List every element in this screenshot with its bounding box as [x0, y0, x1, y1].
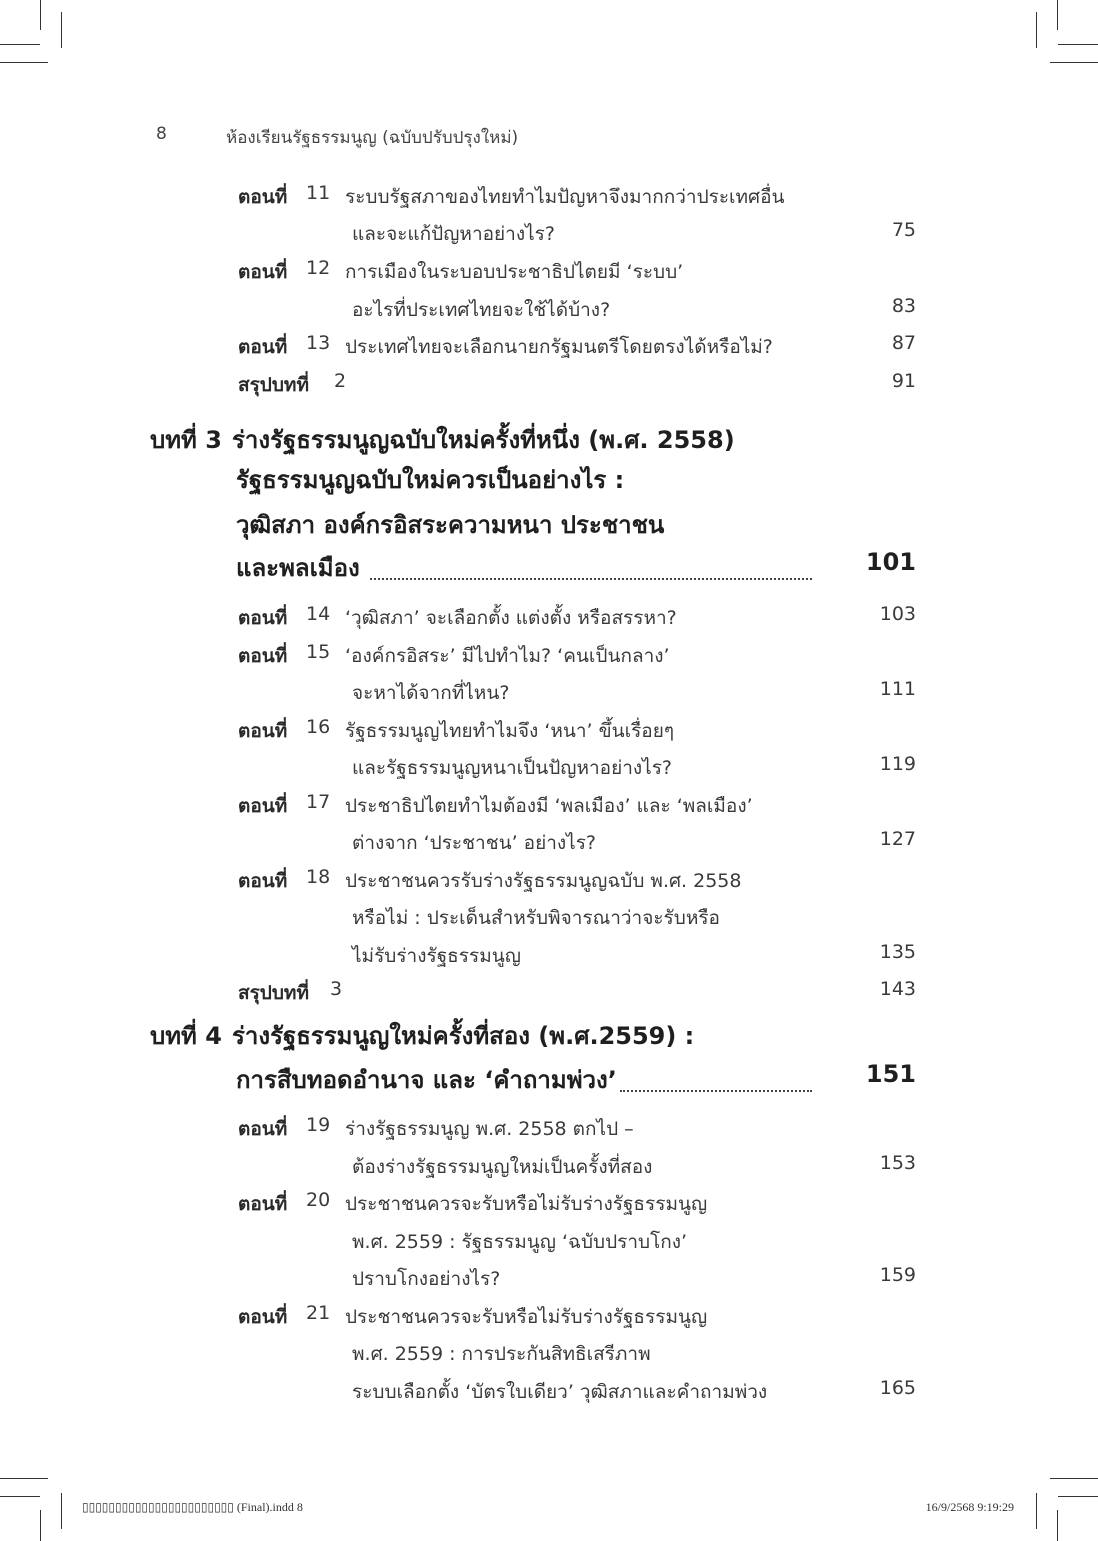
toc-entry-continued — [0, 903, 1098, 939]
entry-number: 18 — [306, 866, 331, 888]
entry-number: 12 — [306, 257, 331, 279]
toc-entry — [0, 1114, 1098, 1150]
chapter-heading — [0, 1016, 1098, 1056]
toc-entry-continued — [0, 1377, 1098, 1413]
chapter-title: และพลเมือง — [236, 554, 360, 582]
chapter-heading — [0, 420, 1098, 460]
entry-page: 143 — [879, 978, 916, 1000]
chapter-title: ร่างรัฐธรรมนูญฉบับใหม่ครั้งที่หนึ่ง (พ.ศ. 2558) — [232, 426, 735, 454]
crop-mark — [1058, 1496, 1098, 1497]
toc-entry — [0, 182, 1098, 218]
entry-title: พ.ศ. 2559 : การประกันสิทธิเสรีภาพ — [352, 1343, 651, 1365]
entry-page: 103 — [879, 603, 916, 625]
entry-label: ตอนที่ — [238, 1306, 288, 1328]
entry-title: ต้องร่างรัฐธรรมนูญใหม่เป็นครั้งที่สอง — [352, 1156, 653, 1178]
toc-entry — [0, 866, 1098, 902]
entry-title: ประเทศไทยจะเลือกนายกรัฐมนตรีโดยตรงได้หรือไม่? — [345, 336, 773, 358]
entry-page: 153 — [879, 1152, 916, 1174]
entry-number: 21 — [306, 1302, 331, 1324]
entry-title: ระบบเลือกตั้ง ‘บัตรใบเดียว’ วุฒิสภาและคำถามพ่วง — [352, 1381, 768, 1403]
running-header — [0, 124, 1098, 148]
entry-label: ตอนที่ — [238, 870, 288, 892]
entry-number: 11 — [306, 182, 331, 204]
entry-number: 14 — [306, 603, 331, 625]
entry-label: ตอนที่ — [238, 1193, 288, 1215]
toc-entry — [0, 332, 1098, 368]
toc-entry — [0, 257, 1098, 293]
page-number: 8 — [156, 124, 167, 144]
entry-title: จะหาได้จากที่ไหน? — [352, 682, 510, 704]
chapter-title: วุฒิสภา องค์กรอิสระความหนา ประชาชน — [236, 511, 665, 539]
chapter-heading-continued — [0, 548, 1098, 588]
entry-title: ประชาชนควรจะรับหรือไม่รับร่างรัฐธรรมนูญ — [345, 1306, 708, 1328]
toc-summary — [0, 370, 1098, 406]
crop-mark — [1050, 1478, 1098, 1479]
toc-entry — [0, 716, 1098, 752]
entry-title: ประชาธิปไตยทำไมต้องมี ‘พลเมือง’ และ ‘พลเมือง’ — [345, 795, 753, 817]
toc-entry-continued — [0, 1227, 1098, 1263]
entry-number: 15 — [306, 641, 331, 663]
toc-entry — [0, 1189, 1098, 1225]
toc-entry — [0, 641, 1098, 677]
toc-entry — [0, 791, 1098, 827]
entry-page: 127 — [879, 828, 916, 850]
crop-mark — [0, 1496, 40, 1497]
entry-title: ระบบรัฐสภาของไทยทำไมปัญหาจึงมากกว่าประเทศอื่น — [345, 186, 785, 208]
entry-title: หรือไม่ : ประเด็นสำหรับพิจารณาว่าจะรับหรือ — [352, 907, 720, 929]
crop-mark — [1036, 12, 1037, 48]
chapter-page: 151 — [865, 1060, 916, 1088]
entry-number: 16 — [306, 716, 331, 738]
crop-mark — [1050, 62, 1098, 63]
entry-title: ไม่รับร่างรัฐธรรมนูญ — [352, 945, 521, 967]
chapter-heading-continued — [0, 460, 1098, 500]
entry-number: 17 — [306, 791, 331, 813]
summary-label: สรุปบทที่ — [238, 374, 309, 396]
entry-page: 91 — [891, 370, 916, 392]
crop-mark — [1057, 0, 1058, 30]
entry-page: 159 — [879, 1264, 916, 1286]
entry-title: และจะแก้ปัญหาอย่างไร? — [352, 223, 555, 245]
entry-title: ประชาชนควรจะรับหรือไม่รับร่างรัฐธรรมนูญ — [345, 1193, 708, 1215]
entry-title: และรัฐธรรมนูญหนาเป็นปัญหาอย่างไร? — [352, 757, 672, 779]
crop-mark — [40, 1510, 41, 1541]
crop-mark — [1058, 44, 1098, 45]
summary-label: สรุปบทที่ — [238, 982, 309, 1004]
dot-leader — [620, 1090, 812, 1092]
entry-label: ตอนที่ — [238, 645, 288, 667]
chapter-title: ร่างรัฐธรรมนูญใหม่ครั้งที่สอง (พ.ศ.2559) : — [232, 1022, 695, 1050]
crop-mark — [40, 0, 41, 30]
toc-entry-continued — [0, 941, 1098, 977]
crop-mark — [0, 44, 40, 45]
entry-title: ‘องค์กรอิสระ’ มีไปทำไม? ‘คนเป็นกลาง’ — [345, 645, 670, 667]
entry-label: ตอนที่ — [238, 1118, 288, 1140]
crop-mark — [1057, 1510, 1058, 1541]
chapter-label: บทที่ 4 — [150, 1022, 222, 1050]
entry-label: ตอนที่ — [238, 607, 288, 629]
toc-entry-continued — [0, 295, 1098, 331]
crop-mark — [0, 1478, 48, 1479]
entry-title: รัฐธรรมนูญไทยทำไมจึง ‘หนา’ ขึ้นเรื่อยๆ — [345, 720, 675, 742]
entry-page: 87 — [891, 332, 916, 354]
entry-page: 75 — [891, 219, 916, 241]
toc-entry-continued — [0, 678, 1098, 714]
chapter-heading-continued — [0, 505, 1098, 545]
entry-title: การเมืองในระบอบประชาธิปไตยมี ‘ระบบ’ — [345, 261, 684, 283]
entry-page: 135 — [879, 941, 916, 963]
entry-title: ‘วุฒิสภา’ จะเลือกตั้ง แต่งตั้ง หรือสรรหา? — [345, 607, 677, 629]
crop-mark — [61, 1493, 62, 1529]
toc-entry-continued — [0, 1339, 1098, 1375]
toc-entry — [0, 603, 1098, 639]
entry-page: 111 — [879, 678, 916, 700]
entry-number: 13 — [306, 332, 331, 354]
entry-number: 20 — [306, 1189, 331, 1211]
entry-label: ตอนที่ — [238, 720, 288, 742]
toc-entry-continued — [0, 219, 1098, 255]
crop-mark — [0, 62, 48, 63]
entry-title: พ.ศ. 2559 : รัฐธรรมนูญ ‘ฉบับปราบโกง’ — [352, 1231, 688, 1253]
toc-entry-continued — [0, 828, 1098, 864]
chapter-label: บทที่ 3 — [150, 426, 222, 454]
chapter-heading-continued — [0, 1060, 1098, 1100]
book-title: ห้องเรียนรัฐธรรมนูญ (ฉบับปรับปรุงใหม่) — [226, 128, 519, 148]
entry-page: 165 — [879, 1377, 916, 1399]
entry-page: 83 — [891, 295, 916, 317]
chapter-page: 101 — [865, 548, 916, 576]
entry-title: อะไรที่ประเทศไทยจะใช้ได้บ้าง? — [352, 299, 611, 321]
entry-label: ตอนที่ — [238, 795, 288, 817]
entry-number: 19 — [306, 1114, 331, 1136]
slug-filename: ▯▯▯▯▯▯▯▯▯▯▯▯▯▯▯▯▯▯▯▯▯▯▯ (Final).indd 8 — [82, 1500, 303, 1514]
crop-mark — [1036, 1493, 1037, 1529]
crop-mark — [61, 12, 62, 48]
toc-entry — [0, 1302, 1098, 1338]
chapter-title: การสืบทอดอำนาจ และ ‘คำถามพ่วง’ — [236, 1066, 617, 1094]
toc-entry-continued — [0, 1152, 1098, 1188]
entry-title: ปราบโกงอย่างไร? — [352, 1268, 501, 1290]
slug-timestamp: 16/9/2568 9:19:29 — [925, 1500, 1014, 1514]
entry-title: ต่างจาก ‘ประชาชน’ อย่างไร? — [352, 832, 597, 854]
dot-leader — [370, 578, 812, 580]
toc-entry-continued — [0, 753, 1098, 789]
summary-number: 3 — [330, 978, 343, 1000]
chapter-title: รัฐธรรมนูญฉบับใหม่ควรเป็นอย่างไร : — [236, 466, 625, 494]
toc-summary — [0, 978, 1098, 1014]
entry-title: ประชาชนควรรับร่างรัฐธรรมนูญฉบับ พ.ศ. 2558 — [345, 870, 742, 892]
entry-label: ตอนที่ — [238, 336, 288, 358]
entry-page: 119 — [879, 753, 916, 775]
summary-number: 2 — [334, 370, 347, 392]
entry-title: ร่างรัฐธรรมนูญ พ.ศ. 2558 ตกไป – — [345, 1118, 634, 1140]
entry-label: ตอนที่ — [238, 261, 288, 283]
entry-label: ตอนที่ — [238, 186, 288, 208]
toc-entry-continued — [0, 1264, 1098, 1300]
